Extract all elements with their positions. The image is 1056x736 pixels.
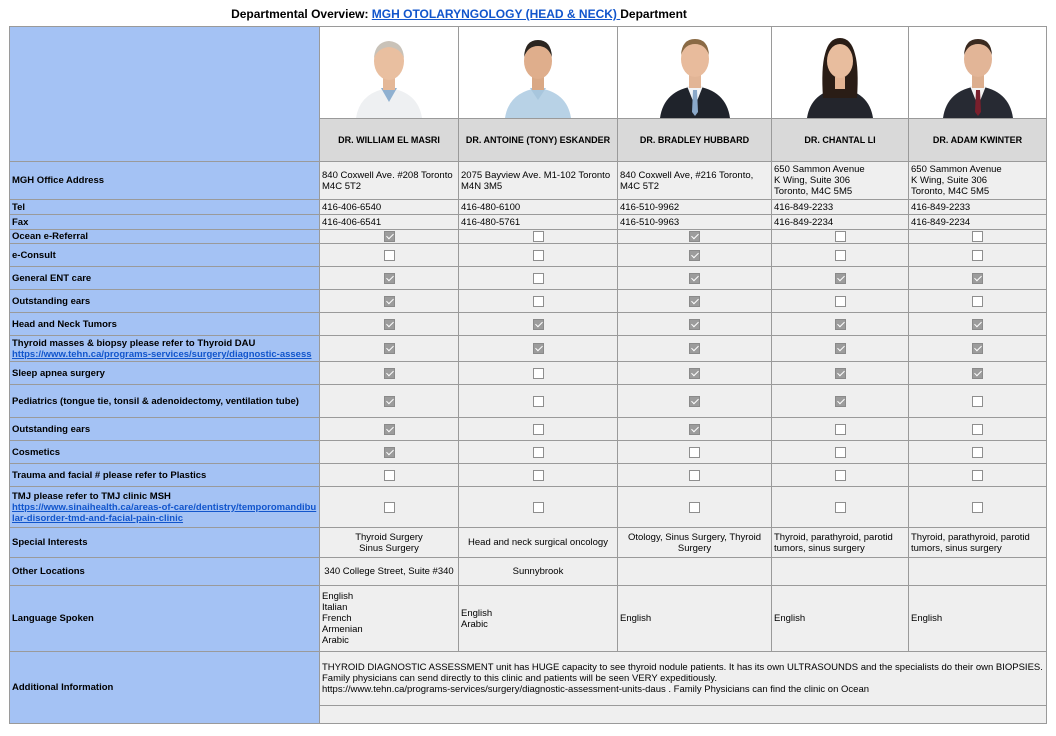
checkbox-cell: [909, 336, 1047, 362]
checkbox-checked[interactable]: [835, 396, 846, 407]
checkbox-cell: [772, 385, 909, 418]
checkbox-cell: [618, 487, 772, 528]
checkbox-unchecked[interactable]: [384, 250, 395, 261]
checkbox-cell: [320, 313, 459, 336]
checkbox-cell: [909, 290, 1047, 313]
checkbox-cell: [618, 244, 772, 267]
language-cell: English: [618, 586, 772, 652]
additional-info: THYROID DIAGNOSTIC ASSESSMENT unit has HUGE capacity to see thyroid nodule patients. It has its own ULTRASOUNDS and the specialists do their own BIOPSIES. Family physicians can send directly to this clinic and patients will be seen VERY expeditiously. https://www.tehn.ca/programs-services/surgery/diagnostic-assessment-units-daus . Family Physicians can find the clinic on Ocean: [320, 652, 1047, 706]
checkbox-checked[interactable]: [384, 447, 395, 458]
page-title: [0, 7, 918, 21]
checkbox-checked[interactable]: [533, 319, 544, 330]
service-row: [10, 267, 1047, 290]
row-label: Language Spoken: [10, 586, 320, 652]
tel-cell: 416-406-6540: [320, 200, 459, 215]
checkbox-cell: [772, 230, 909, 244]
tel-cell: 416-510-9962: [618, 200, 772, 215]
service-label: e-Consult: [12, 249, 56, 261]
checkbox-cell: [459, 362, 618, 385]
language-row: [10, 586, 1047, 652]
service-row: [10, 290, 1047, 313]
address-cell: 650 Sammon Avenue K Wing, Suite 306 Toronto, M4C 5M5: [909, 162, 1047, 200]
checkbox-cell: [909, 244, 1047, 267]
row-label: Special Interests: [10, 528, 320, 558]
additional-row: [10, 652, 1047, 706]
special-cell: Thyroid, parathyroid, parotid tumors, sinus surgery: [909, 528, 1047, 558]
checkbox-checked[interactable]: [689, 231, 700, 242]
checkbox-unchecked[interactable]: [689, 502, 700, 513]
service-label-cell: [10, 244, 320, 267]
language-cell: English: [909, 586, 1047, 652]
portrait-icon: [654, 28, 736, 118]
checkbox-cell: [909, 230, 1047, 244]
checkbox-cell: [459, 418, 618, 441]
service-label: TMJ please refer to TMJ clinic MSH: [12, 490, 171, 502]
checkbox-cell: [909, 487, 1047, 528]
checkbox-checked[interactable]: [972, 319, 983, 330]
checkbox-cell: [618, 362, 772, 385]
checkbox-cell: [459, 313, 618, 336]
doctor-name: DR. ADAM KWINTER: [909, 119, 1047, 162]
portrait-icon: [799, 28, 881, 118]
checkbox-unchecked[interactable]: [835, 502, 846, 513]
checkbox-checked[interactable]: [972, 343, 983, 354]
service-label-cell: [10, 418, 320, 441]
checkbox-cell: [618, 313, 772, 336]
checkbox-checked[interactable]: [689, 296, 700, 307]
checkbox-cell: [909, 362, 1047, 385]
checkbox-cell: [772, 362, 909, 385]
checkbox-unchecked[interactable]: [533, 231, 544, 242]
address-cell: 840 Coxwell Ave. #208 Toronto M4C 5T2: [320, 162, 459, 200]
checkbox-unchecked[interactable]: [533, 273, 544, 284]
portrait-icon: [937, 28, 1019, 118]
service-row: [10, 464, 1047, 487]
service-label: General ENT care: [12, 272, 92, 284]
checkbox-cell: [320, 267, 459, 290]
checkbox-unchecked[interactable]: [835, 470, 846, 481]
service-label-cell: [10, 385, 320, 418]
checkbox-cell: [459, 230, 618, 244]
service-row: [10, 385, 1047, 418]
tel-cell: 416-849-2233: [909, 200, 1047, 215]
doctor-name: DR. CHANTAL LI: [772, 119, 909, 162]
checkbox-unchecked[interactable]: [835, 424, 846, 435]
checkbox-checked[interactable]: [384, 296, 395, 307]
other-location-cell: Sunnybrook: [459, 558, 618, 586]
checkbox-cell: [909, 464, 1047, 487]
fax-cell: 416-406-6541: [320, 215, 459, 230]
checkbox-cell: [459, 336, 618, 362]
checkbox-checked[interactable]: [384, 343, 395, 354]
row-label: Tel: [10, 200, 320, 215]
fax-cell: 416-510-9963: [618, 215, 772, 230]
doctor-photo: [618, 27, 772, 119]
checkbox-unchecked[interactable]: [835, 447, 846, 458]
service-label: Thyroid masses & biopsy please refer to Thyroid DAU: [12, 337, 256, 349]
checkbox-cell: [772, 464, 909, 487]
checkbox-cell: [909, 267, 1047, 290]
checkbox-unchecked[interactable]: [972, 396, 983, 407]
checkbox-unchecked[interactable]: [972, 447, 983, 458]
title-suffix: Department: [620, 7, 687, 21]
tel-row: [10, 200, 1047, 215]
service-label: Pediatrics (tongue tie, tonsil & adenoidectomy, ventilation tube): [12, 395, 299, 407]
special-row: [10, 528, 1047, 558]
checkbox-cell: [320, 230, 459, 244]
special-cell: Thyroid, parathyroid, parotid tumors, sinus surgery: [772, 528, 909, 558]
checkbox-cell: [772, 441, 909, 464]
checkbox-checked[interactable]: [689, 396, 700, 407]
checkbox-cell: [772, 487, 909, 528]
row-label: MGH Office Address: [10, 162, 320, 200]
doctor-name: DR. WILLIAM EL MASRI: [320, 119, 459, 162]
checkbox-unchecked[interactable]: [384, 502, 395, 513]
checkbox-unchecked[interactable]: [972, 296, 983, 307]
fax-row: [10, 215, 1047, 230]
language-cell: English Arabic: [459, 586, 618, 652]
doctor-name: DR. ANTOINE (TONY) ESKANDER: [459, 119, 618, 162]
checkbox-unchecked[interactable]: [384, 470, 395, 481]
tel-cell: 416-480-6100: [459, 200, 618, 215]
checkbox-unchecked[interactable]: [533, 396, 544, 407]
special-cell: Otology, Sinus Surgery, Thyroid Surgery: [618, 528, 772, 558]
checkbox-cell: [909, 418, 1047, 441]
special-cell: Head and neck surgical oncology: [459, 528, 618, 558]
checkbox-checked[interactable]: [384, 319, 395, 330]
language-cell: English: [772, 586, 909, 652]
service-row: [10, 313, 1047, 336]
other-location-cell: 340 College Street, Suite #340: [320, 558, 459, 586]
checkbox-cell: [909, 441, 1047, 464]
checkbox-cell: [772, 313, 909, 336]
doctor-name: DR. BRADLEY HUBBARD: [618, 119, 772, 162]
language-cell: English Italian French Armenian Arabic: [320, 586, 459, 652]
checkbox-checked[interactable]: [689, 343, 700, 354]
address-cell: 650 Sammon Avenue K Wing, Suite 306 Toronto, M4C 5M5: [772, 162, 909, 200]
service-row: [10, 418, 1047, 441]
checkbox-unchecked[interactable]: [972, 231, 983, 242]
fax-cell: 416-849-2234: [909, 215, 1047, 230]
corner-cell: [10, 27, 320, 162]
doctor-photo: [772, 27, 909, 119]
checkbox-checked[interactable]: [689, 250, 700, 261]
service-link[interactable]: https://www.sinaihealth.ca/areas-of-care/dentistry/temporomandibular-disorder-tmd-and-facial-pain-clinic: [12, 501, 317, 524]
checkbox-checked[interactable]: [835, 343, 846, 354]
checkbox-unchecked[interactable]: [533, 368, 544, 379]
checkbox-cell: [320, 464, 459, 487]
checkbox-checked[interactable]: [689, 319, 700, 330]
checkbox-unchecked[interactable]: [533, 296, 544, 307]
checkbox-unchecked[interactable]: [689, 447, 700, 458]
address-cell: 2075 Bayview Ave. M1-102 Toronto M4N 3M5: [459, 162, 618, 200]
checkbox-checked[interactable]: [384, 231, 395, 242]
fax-cell: 416-480-5761: [459, 215, 618, 230]
other-location-row: [10, 558, 1047, 586]
checkbox-cell: [459, 267, 618, 290]
checkbox-cell: [772, 418, 909, 441]
service-label: Ocean e-Referral: [12, 231, 89, 242]
checkbox-unchecked[interactable]: [835, 231, 846, 242]
service-label-cell: [10, 362, 320, 385]
checkbox-cell: [320, 290, 459, 313]
service-label-cell: [10, 267, 320, 290]
checkbox-cell: [459, 244, 618, 267]
empty-cell: [320, 706, 1047, 724]
checkbox-unchecked[interactable]: [533, 470, 544, 481]
checkbox-checked[interactable]: [689, 424, 700, 435]
photo-row: [10, 27, 1047, 119]
checkbox-checked[interactable]: [384, 368, 395, 379]
checkbox-cell: [772, 267, 909, 290]
checkbox-cell: [618, 336, 772, 362]
service-row: [10, 230, 1047, 244]
other-location-cell: [909, 558, 1047, 586]
checkbox-cell: [618, 267, 772, 290]
checkbox-checked[interactable]: [384, 273, 395, 284]
checkbox-cell: [459, 290, 618, 313]
checkbox-unchecked[interactable]: [533, 502, 544, 513]
service-label-cell: [10, 230, 320, 244]
checkbox-cell: [320, 362, 459, 385]
service-label-cell: [10, 441, 320, 464]
service-label: Sleep apnea surgery: [12, 367, 105, 379]
checkbox-checked[interactable]: [835, 319, 846, 330]
tel-cell: 416-849-2233: [772, 200, 909, 215]
address-cell: 840 Coxwell Ave, #216 Toronto, M4C 5T2: [618, 162, 772, 200]
checkbox-cell: [618, 230, 772, 244]
other-location-cell: [618, 558, 772, 586]
checkbox-checked[interactable]: [972, 273, 983, 284]
checkbox-cell: [320, 244, 459, 267]
department-link[interactable]: MGH OTOLARYNGOLOGY (HEAD & NECK): [371, 7, 621, 21]
checkbox-unchecked[interactable]: [533, 447, 544, 458]
checkbox-cell: [618, 418, 772, 441]
checkbox-cell: [459, 487, 618, 528]
portrait-icon: [348, 28, 430, 118]
checkbox-cell: [772, 244, 909, 267]
checkbox-unchecked[interactable]: [972, 470, 983, 481]
checkbox-cell: [618, 385, 772, 418]
service-label: Trauma and facial # please refer to Plastics: [12, 469, 207, 481]
service-label-cell: [10, 464, 320, 487]
checkbox-cell: [909, 385, 1047, 418]
services-body: [10, 230, 1047, 528]
checkbox-cell: [320, 385, 459, 418]
doctor-photo: [459, 27, 618, 119]
department-table: [9, 26, 1047, 724]
service-row: [10, 336, 1047, 362]
checkbox-checked[interactable]: [835, 273, 846, 284]
row-label: Additional Information: [10, 652, 320, 724]
special-cell: Thyroid Surgery Sinus Surgery: [320, 528, 459, 558]
checkbox-cell: [320, 336, 459, 362]
checkbox-unchecked[interactable]: [835, 296, 846, 307]
checkbox-cell: [772, 336, 909, 362]
checkbox-checked[interactable]: [689, 273, 700, 284]
doctor-photo: [909, 27, 1047, 119]
checkbox-unchecked[interactable]: [972, 424, 983, 435]
checkbox-checked[interactable]: [533, 343, 544, 354]
checkbox-unchecked[interactable]: [533, 424, 544, 435]
checkbox-cell: [459, 385, 618, 418]
service-row: [10, 244, 1047, 267]
checkbox-cell: [320, 487, 459, 528]
checkbox-unchecked[interactable]: [972, 502, 983, 513]
checkbox-unchecked[interactable]: [533, 250, 544, 261]
service-label: Head and Neck Tumors: [12, 318, 117, 330]
other-location-cell: [772, 558, 909, 586]
checkbox-checked[interactable]: [972, 368, 983, 379]
service-row: [10, 487, 1047, 528]
service-label: Outstanding ears: [12, 423, 91, 435]
checkbox-cell: [459, 441, 618, 464]
checkbox-checked[interactable]: [835, 368, 846, 379]
checkbox-unchecked[interactable]: [972, 250, 983, 261]
checkbox-checked[interactable]: [384, 396, 395, 407]
checkbox-unchecked[interactable]: [689, 470, 700, 481]
checkbox-cell: [459, 464, 618, 487]
service-label: Cosmetics: [12, 446, 61, 458]
service-label-cell: [10, 336, 320, 362]
portrait-icon: [497, 28, 579, 118]
checkbox-cell: [772, 290, 909, 313]
checkbox-cell: [320, 441, 459, 464]
row-label: Fax: [10, 215, 320, 230]
fax-cell: 416-849-2234: [772, 215, 909, 230]
checkbox-checked[interactable]: [689, 368, 700, 379]
service-label: Outstanding ears: [12, 295, 91, 307]
service-row: [10, 441, 1047, 464]
row-label: Other Locations: [10, 558, 320, 586]
checkbox-cell: [618, 441, 772, 464]
checkbox-checked[interactable]: [384, 424, 395, 435]
checkbox-cell: [618, 464, 772, 487]
checkbox-cell: [909, 313, 1047, 336]
checkbox-cell: [320, 418, 459, 441]
service-label-cell: [10, 313, 320, 336]
service-label-cell: [10, 290, 320, 313]
checkbox-unchecked[interactable]: [835, 250, 846, 261]
service-label-cell: [10, 487, 320, 528]
checkbox-cell: [618, 290, 772, 313]
title-prefix: Departmental Overview:: [231, 7, 372, 21]
address-row: [10, 162, 1047, 200]
service-link[interactable]: https://www.tehn.ca/programs-services/surgery/diagnostic-assess: [12, 348, 312, 360]
service-row: [10, 362, 1047, 385]
doctor-photo: [320, 27, 459, 119]
